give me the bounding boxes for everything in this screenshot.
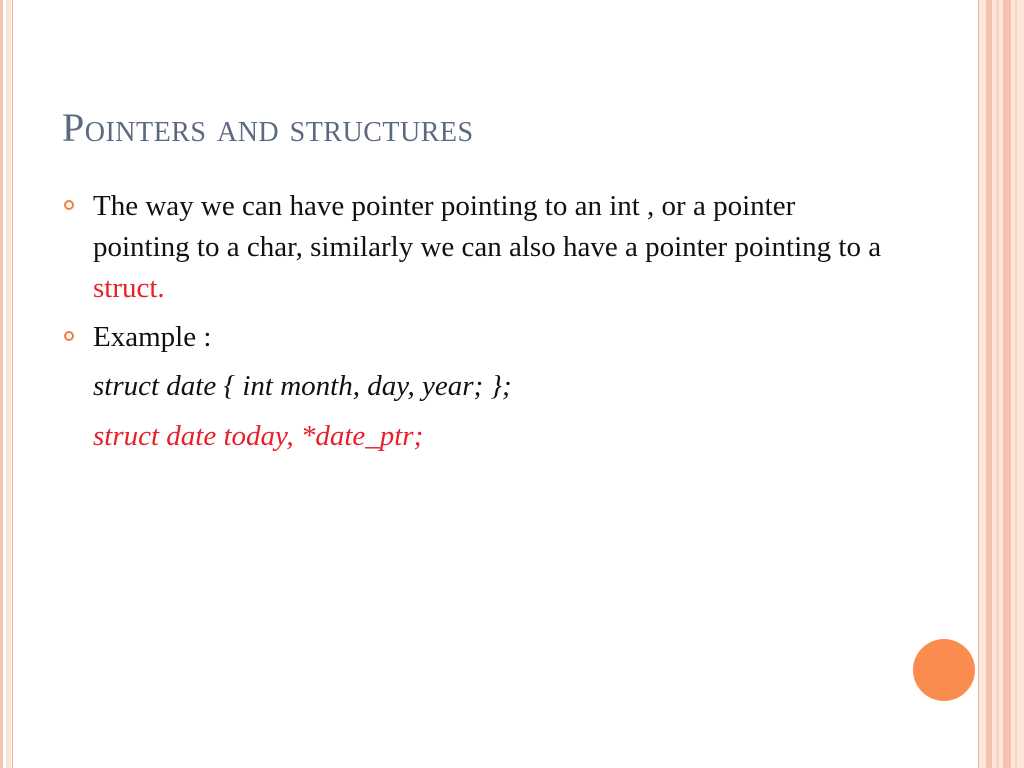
right-border-stripe: [996, 0, 999, 768]
bullet-item: [62, 186, 892, 309]
bullet-item: [62, 317, 892, 358]
right-border-band: [978, 0, 1024, 768]
left-border-stripe: [6, 0, 11, 768]
left-border-stripe: [12, 0, 13, 768]
bullet-text: The way we can have pointer pointing to an int , or a pointer pointing to a char, similarly we can also have a pointer pointing to a: [93, 190, 882, 263]
ring-bullet-icon: [64, 331, 74, 341]
slide-content: [62, 186, 892, 466]
struct-keyword-highlight: struct.: [93, 272, 165, 304]
right-border-stripe: [1003, 0, 1011, 768]
right-border-stripe: [978, 0, 979, 768]
code-line-variables: struct date today, *date_ptr;: [93, 420, 424, 452]
right-border-stripe: [986, 0, 992, 768]
code-line-declaration: struct date { int month, day, year; };: [93, 370, 512, 402]
slide-title: Pointers and structures: [62, 105, 474, 150]
right-border-stripe: [1015, 0, 1017, 768]
orange-circle-icon: [913, 639, 975, 701]
bullet-text: Example :: [93, 321, 212, 353]
ring-bullet-icon: [64, 200, 74, 210]
left-border-stripe: [0, 0, 3, 768]
